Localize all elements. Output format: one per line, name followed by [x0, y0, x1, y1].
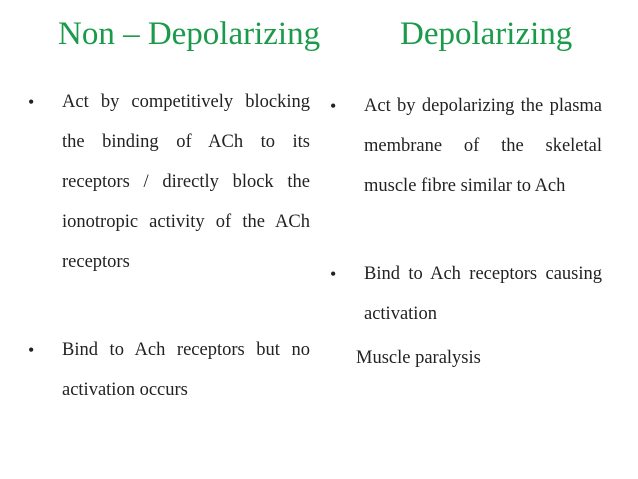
- bullet-dot: •: [330, 96, 337, 116]
- left-bullet-2: [28, 330, 310, 410]
- right-bullet-1: [330, 86, 602, 206]
- bullet-dot: •: [28, 340, 35, 360]
- left-column: [28, 82, 310, 410]
- right-column: [330, 86, 602, 378]
- bullet-dot: •: [28, 92, 35, 112]
- right-bullet-2-text: Bind to Ach receptors causing activation: [364, 264, 602, 324]
- right-bullet-2: [330, 254, 602, 334]
- left-bullet-1: [28, 82, 310, 282]
- heading-depolarizing: Depolarizing: [400, 16, 573, 52]
- left-bullet-2-text: Bind to Ach receptors but no activation occurs: [62, 340, 310, 400]
- left-bullet-1-text: Act by competitively blocking the binding of ACh to its receptors / directly block the ionotropic activity of the ACh receptors: [62, 92, 310, 272]
- right-bullet-1-text: Act by depolarizing the plasma membrane of the skeletal muscle fibre similar to Ach: [364, 96, 602, 196]
- muscle-paralysis-line: Muscle paralysis: [356, 348, 481, 368]
- bullet-dot: •: [330, 264, 337, 284]
- heading-non-depolarizing: Non – Depolarizing: [58, 16, 321, 52]
